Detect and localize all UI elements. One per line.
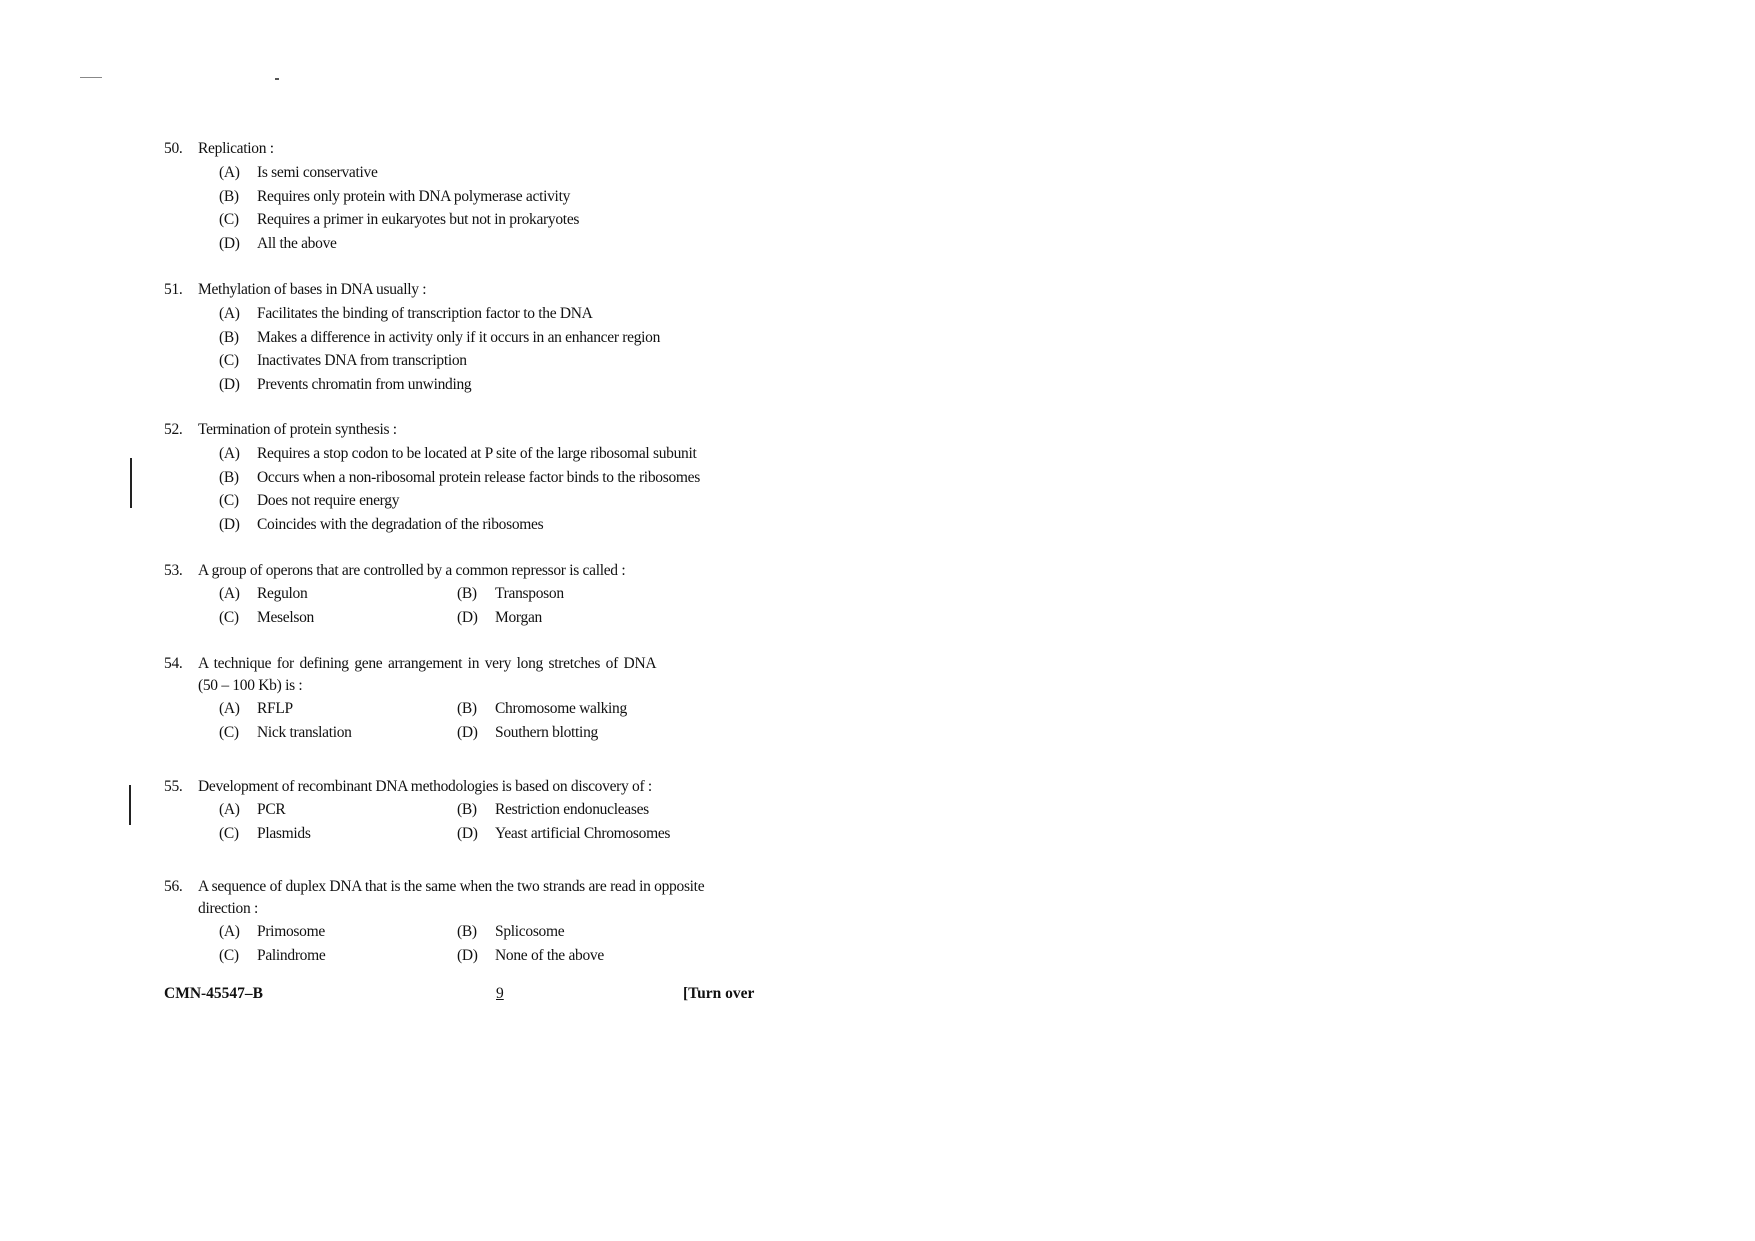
question-text: Replication : (198, 140, 274, 157)
option-text: PCR (257, 801, 286, 818)
option-text: Southern blotting (495, 724, 598, 741)
question-54 (164, 653, 724, 745)
option-letter: (B) (457, 700, 477, 717)
scan-mark-margin-line-1 (130, 458, 132, 508)
option-letter: (C) (219, 492, 239, 509)
scan-mark-top-left (80, 77, 102, 78)
option-letter: (B) (457, 923, 477, 940)
option-text: RFLP (257, 700, 293, 717)
options-row (164, 822, 724, 846)
question-56 (164, 876, 724, 968)
option-text: Inactivates DNA from transcription (257, 352, 467, 369)
option-c (164, 349, 724, 373)
options-row (164, 944, 724, 968)
option-c (164, 208, 724, 232)
option-b (164, 326, 724, 350)
option-text: Occurs when a non-ribosomal protein release factor binds to the ribosomes (257, 468, 700, 486)
paper-code: CMN-45547–B (164, 985, 264, 1002)
option-text: Coincides with the degradation of the ribosomes (257, 515, 544, 533)
scan-mark-top-dot (275, 78, 279, 80)
option-letter: (D) (457, 609, 478, 626)
question-53 (164, 560, 724, 630)
option-a (164, 442, 724, 466)
question-number: 53. (164, 562, 183, 579)
option-letter: (A) (219, 700, 240, 717)
option-c (164, 489, 724, 513)
options-row (164, 920, 724, 944)
options-row (164, 697, 724, 721)
question-number: 52. (164, 421, 183, 438)
question-52 (164, 419, 724, 536)
option-letter: (A) (219, 164, 240, 181)
options-row (164, 721, 724, 745)
options-row (164, 606, 724, 630)
option-text: Restriction endonucleases (495, 801, 649, 818)
option-text: Splicosome (495, 923, 565, 940)
option-text: Palindrome (257, 947, 326, 964)
options-row (164, 798, 724, 822)
option-text: Nick translation (257, 724, 352, 741)
turn-over-label: [Turn over (683, 985, 755, 1002)
option-a (164, 302, 724, 326)
option-text: Facilitates the binding of transcription factor to the DNA (257, 305, 593, 322)
question-number: 51. (164, 281, 183, 298)
option-letter: (D) (219, 375, 240, 393)
scan-mark-margin-line-2 (129, 785, 131, 825)
option-letter: (C) (219, 609, 239, 626)
option-text: Transposon (495, 585, 564, 602)
page-number: 9 (496, 985, 504, 1002)
question-text-continued: (50 – 100 Kb) is : (198, 677, 303, 694)
option-text: Prevents chromatin from unwinding (257, 375, 472, 393)
option-text: Requires a primer in eukaryotes but not in prokaryotes (257, 211, 580, 228)
option-letter: (A) (219, 305, 240, 322)
option-text: Yeast artificial Chromosomes (495, 825, 671, 842)
option-letter: (B) (457, 801, 477, 818)
question-text-continued: direction : (198, 900, 258, 917)
question-text: A group of operons that are controlled by a common repressor is called : (198, 562, 626, 579)
option-text: Makes a difference in activity only if it occurs in an enhancer region (257, 328, 661, 346)
option-text: Requires a stop codon to be located at P site of the large ribosomal subunit (257, 445, 697, 462)
option-letter: (A) (219, 801, 240, 818)
option-text: Primosome (257, 923, 325, 940)
option-letter: (D) (457, 947, 478, 964)
question-51 (164, 279, 724, 396)
question-text: A technique for defining gene arrangement in very long stretches of DNA (198, 655, 657, 672)
option-d (164, 232, 724, 256)
option-text: Is semi conservative (257, 164, 378, 181)
option-text: Plasmids (257, 825, 311, 842)
option-letter: (D) (457, 825, 478, 842)
option-text: Requires only protein with DNA polymerase activity (257, 187, 571, 205)
option-letter: (B) (219, 187, 239, 205)
option-text: None of the above (495, 947, 604, 964)
option-letter: (D) (219, 515, 240, 533)
option-text: Morgan (495, 609, 542, 626)
option-d (164, 373, 724, 397)
option-letter: (B) (219, 468, 239, 486)
option-letter: (C) (219, 352, 239, 369)
option-text: All the above (257, 234, 337, 252)
option-letter: (A) (219, 923, 240, 940)
option-letter: (C) (219, 211, 239, 228)
option-letter: (A) (219, 585, 240, 602)
question-number: 54. (164, 655, 183, 672)
question-text: Termination of protein synthesis : (198, 421, 397, 438)
option-letter: (B) (219, 328, 239, 346)
option-letter: (C) (219, 947, 239, 964)
question-number: 56. (164, 878, 183, 895)
question-number: 50. (164, 140, 183, 157)
option-letter: (C) (219, 724, 239, 741)
question-55 (164, 776, 724, 846)
option-text: Does not require energy (257, 492, 400, 509)
question-50 (164, 138, 724, 255)
option-text: Chromosome walking (495, 700, 627, 717)
option-d (164, 513, 724, 537)
question-text: Methylation of bases in DNA usually : (198, 281, 427, 298)
option-b (164, 185, 724, 209)
option-letter: (D) (219, 234, 240, 252)
option-b (164, 466, 724, 490)
option-text: Meselson (257, 609, 315, 626)
option-letter: (D) (457, 724, 478, 741)
question-number: 55. (164, 778, 183, 795)
option-text: Regulon (257, 585, 308, 602)
question-text: A sequence of duplex DNA that is the same when the two strands are read in opposite (198, 878, 705, 895)
option-letter: (B) (457, 585, 477, 602)
question-text: Development of recombinant DNA methodologies is based on discovery of : (198, 778, 652, 795)
option-a (164, 161, 724, 185)
option-letter: (C) (219, 825, 239, 842)
options-row (164, 582, 724, 606)
option-letter: (A) (219, 445, 240, 462)
